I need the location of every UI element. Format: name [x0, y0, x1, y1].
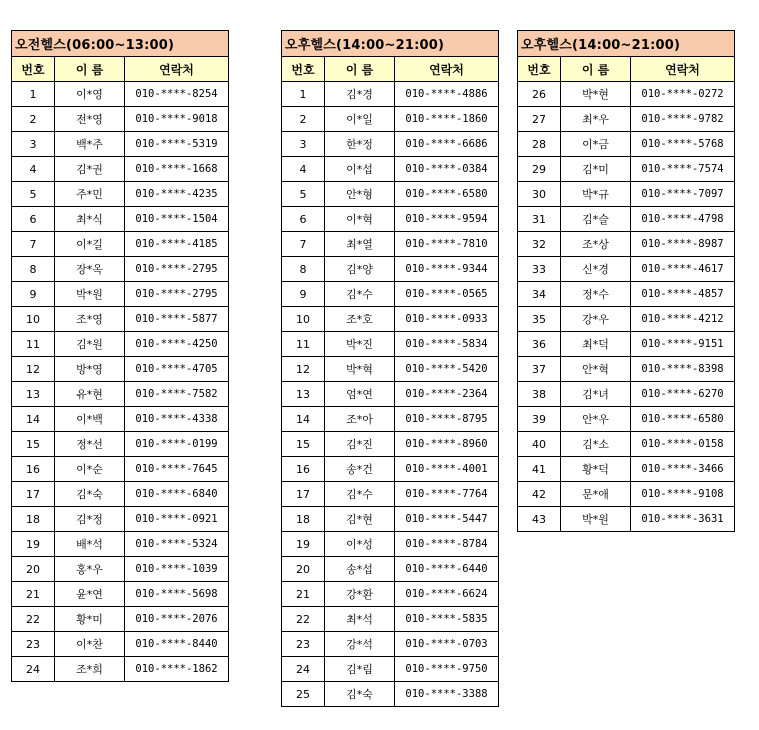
table-row	[12, 107, 229, 132]
table-row	[282, 182, 499, 207]
cell-name: 김*정	[55, 507, 125, 532]
cell-name: 김*진	[325, 432, 395, 457]
header-name: 이 름	[561, 57, 631, 82]
cell-contact: 010-****-8987	[631, 232, 735, 257]
cell-name: 문*애	[561, 482, 631, 507]
cell-number: 4	[12, 157, 55, 182]
table-row	[518, 382, 735, 407]
cell-contact: 010-****-5768	[631, 132, 735, 157]
table-row	[282, 232, 499, 257]
header-name: 이 름	[55, 57, 125, 82]
table-row	[282, 607, 499, 632]
cell-number: 4	[282, 157, 325, 182]
table-row	[12, 432, 229, 457]
table-row	[282, 432, 499, 457]
table-title: 오후헬스(14:00~21:00)	[282, 31, 499, 57]
cell-number: 26	[518, 82, 561, 107]
cell-number: 8	[282, 257, 325, 282]
cell-name: 김*림	[325, 657, 395, 682]
table-row	[282, 357, 499, 382]
cell-name: 김*수	[325, 482, 395, 507]
cell-contact: 010-****-4185	[125, 232, 229, 257]
cell-number: 5	[12, 182, 55, 207]
cell-name: 김*소	[561, 432, 631, 457]
cell-number: 17	[282, 482, 325, 507]
table-row	[12, 407, 229, 432]
table-row	[12, 382, 229, 407]
cell-number: 40	[518, 432, 561, 457]
cell-contact: 010-****-3466	[631, 457, 735, 482]
cell-name: 김*원	[55, 332, 125, 357]
cell-contact: 010-****-8254	[125, 82, 229, 107]
afternoon-gym-table-part1	[281, 30, 499, 707]
cell-name: 최*열	[325, 232, 395, 257]
table-row	[518, 257, 735, 282]
cell-number: 33	[518, 257, 561, 282]
cell-name: 안*형	[325, 182, 395, 207]
cell-contact: 010-****-6270	[631, 382, 735, 407]
cell-contact: 010-****-4857	[631, 282, 735, 307]
table-title-row	[518, 31, 735, 57]
cell-name: 이*영	[55, 82, 125, 107]
cell-contact: 010-****-5698	[125, 582, 229, 607]
cell-name: 김*수	[325, 282, 395, 307]
table-row	[518, 132, 735, 157]
table-row	[282, 507, 499, 532]
cell-name: 김*양	[325, 257, 395, 282]
cell-name: 박*진	[325, 332, 395, 357]
cell-contact: 010-****-9594	[395, 207, 499, 232]
header-name: 이 름	[325, 57, 395, 82]
table-row	[282, 157, 499, 182]
cell-name: 김*현	[325, 507, 395, 532]
cell-name: 이*금	[561, 132, 631, 157]
cell-name: 홍*우	[55, 557, 125, 582]
cell-number: 1	[282, 82, 325, 107]
table-row	[282, 382, 499, 407]
cell-number: 39	[518, 407, 561, 432]
table-row	[282, 532, 499, 557]
table-row	[12, 657, 229, 682]
cell-contact: 010-****-8960	[395, 432, 499, 457]
cell-number: 5	[282, 182, 325, 207]
cell-name: 이*순	[55, 457, 125, 482]
cell-name: 박*현	[561, 82, 631, 107]
cell-contact: 010-****-3631	[631, 507, 735, 532]
cell-name: 안*혁	[561, 357, 631, 382]
table-row	[12, 582, 229, 607]
cell-number: 2	[282, 107, 325, 132]
table-row	[12, 82, 229, 107]
table-row	[12, 157, 229, 182]
cell-number: 34	[518, 282, 561, 307]
cell-number: 13	[282, 382, 325, 407]
cell-number: 30	[518, 182, 561, 207]
header-contact: 연락처	[125, 57, 229, 82]
cell-number: 8	[12, 257, 55, 282]
table-row	[12, 357, 229, 382]
cell-contact: 010-****-8398	[631, 357, 735, 382]
cell-contact: 010-****-0384	[395, 157, 499, 182]
cell-contact: 010-****-0933	[395, 307, 499, 332]
cell-number: 11	[12, 332, 55, 357]
table-row	[12, 557, 229, 582]
cell-number: 24	[12, 657, 55, 682]
cell-contact: 010-****-4235	[125, 182, 229, 207]
cell-name: 김*슬	[561, 207, 631, 232]
table-row	[518, 232, 735, 257]
table-row	[12, 632, 229, 657]
cell-number: 29	[518, 157, 561, 182]
cell-contact: 010-****-3388	[395, 682, 499, 707]
table-row	[518, 282, 735, 307]
cell-contact: 010-****-2795	[125, 257, 229, 282]
table-row	[282, 132, 499, 157]
table-row	[518, 182, 735, 207]
cell-contact: 010-****-8795	[395, 407, 499, 432]
table-row	[518, 357, 735, 382]
table-header-row	[282, 57, 499, 82]
cell-number: 22	[282, 607, 325, 632]
cell-name: 유*현	[55, 382, 125, 407]
cell-name: 조*상	[561, 232, 631, 257]
morning-gym-table	[11, 30, 229, 682]
cell-number: 17	[12, 482, 55, 507]
header-number: 번호	[282, 57, 325, 82]
cell-contact: 010-****-6580	[395, 182, 499, 207]
cell-name: 방*영	[55, 357, 125, 382]
cell-contact: 010-****-1504	[125, 207, 229, 232]
cell-contact: 010-****-4617	[631, 257, 735, 282]
cell-contact: 010-****-7574	[631, 157, 735, 182]
cell-number: 3	[282, 132, 325, 157]
cell-contact: 010-****-0921	[125, 507, 229, 532]
cell-contact: 010-****-2364	[395, 382, 499, 407]
cell-number: 10	[282, 307, 325, 332]
table-row	[12, 457, 229, 482]
cell-contact: 010-****-5877	[125, 307, 229, 332]
cell-contact: 010-****-1039	[125, 557, 229, 582]
table-row	[12, 257, 229, 282]
table-row	[282, 457, 499, 482]
cell-number: 23	[12, 632, 55, 657]
cell-name: 이*혁	[325, 207, 395, 232]
cell-name: 이*성	[325, 532, 395, 557]
cell-number: 6	[12, 207, 55, 232]
cell-name: 조*영	[55, 307, 125, 332]
cell-number: 7	[282, 232, 325, 257]
cell-contact: 010-****-9782	[631, 107, 735, 132]
cell-contact: 010-****-0703	[395, 632, 499, 657]
cell-name: 김*경	[325, 82, 395, 107]
table-row	[12, 482, 229, 507]
cell-name: 이*길	[55, 232, 125, 257]
cell-contact: 010-****-0272	[631, 82, 735, 107]
cell-number: 20	[12, 557, 55, 582]
cell-number: 21	[282, 582, 325, 607]
table-row	[282, 632, 499, 657]
table-row	[518, 407, 735, 432]
cell-number: 7	[12, 232, 55, 257]
cell-name: 황*미	[55, 607, 125, 632]
cell-name: 최*덕	[561, 332, 631, 357]
header-contact: 연락처	[631, 57, 735, 82]
cell-name: 조*아	[325, 407, 395, 432]
cell-contact: 010-****-0565	[395, 282, 499, 307]
cell-name: 장*옥	[55, 257, 125, 282]
cell-contact: 010-****-6624	[395, 582, 499, 607]
cell-contact: 010-****-8440	[125, 632, 229, 657]
cell-name: 박*원	[561, 507, 631, 532]
cell-name: 이*찬	[55, 632, 125, 657]
table-row	[518, 207, 735, 232]
cell-contact: 010-****-5324	[125, 532, 229, 557]
cell-contact: 010-****-7582	[125, 382, 229, 407]
table-row	[12, 307, 229, 332]
cell-contact: 010-****-2795	[125, 282, 229, 307]
table-row	[282, 657, 499, 682]
cell-name: 조*희	[55, 657, 125, 682]
cell-name: 안*우	[561, 407, 631, 432]
table-row	[282, 682, 499, 707]
table-row	[282, 282, 499, 307]
cell-name: 조*호	[325, 307, 395, 332]
table-row	[282, 407, 499, 432]
cell-name: 윤*연	[55, 582, 125, 607]
cell-name: 최*우	[561, 107, 631, 132]
table-row	[282, 582, 499, 607]
table-row	[12, 507, 229, 532]
table-row	[518, 82, 735, 107]
cell-contact: 010-****-0158	[631, 432, 735, 457]
cell-name: 박*원	[55, 282, 125, 307]
cell-contact: 010-****-9151	[631, 332, 735, 357]
cell-name: 최*석	[325, 607, 395, 632]
cell-name: 이*섭	[325, 157, 395, 182]
cell-contact: 010-****-5835	[395, 607, 499, 632]
cell-contact: 010-****-2076	[125, 607, 229, 632]
cell-number: 3	[12, 132, 55, 157]
cell-contact: 010-****-4001	[395, 457, 499, 482]
cell-contact: 010-****-6840	[125, 482, 229, 507]
cell-contact: 010-****-1668	[125, 157, 229, 182]
cell-name: 최*식	[55, 207, 125, 232]
table-row	[518, 507, 735, 532]
cell-name: 엄*연	[325, 382, 395, 407]
afternoon-gym-table-part2	[517, 30, 735, 532]
table-row	[518, 107, 735, 132]
cell-number: 25	[282, 682, 325, 707]
cell-contact: 010-****-7645	[125, 457, 229, 482]
cell-contact: 010-****-4212	[631, 307, 735, 332]
cell-contact: 010-****-4338	[125, 407, 229, 432]
cell-contact: 010-****-9750	[395, 657, 499, 682]
cell-number: 9	[12, 282, 55, 307]
cell-name: 송*건	[325, 457, 395, 482]
cell-name: 정*수	[561, 282, 631, 307]
cell-name: 이*일	[325, 107, 395, 132]
cell-number: 2	[12, 107, 55, 132]
cell-number: 13	[12, 382, 55, 407]
cell-number: 37	[518, 357, 561, 382]
cell-name: 이*백	[55, 407, 125, 432]
cell-number: 6	[282, 207, 325, 232]
table-row	[518, 307, 735, 332]
cell-name: 황*덕	[561, 457, 631, 482]
cell-number: 18	[12, 507, 55, 532]
cell-name: 박*혁	[325, 357, 395, 382]
cell-name: 강*환	[325, 582, 395, 607]
cell-name: 김*권	[55, 157, 125, 182]
table-row	[12, 232, 229, 257]
cell-contact: 010-****-9108	[631, 482, 735, 507]
table-row	[282, 82, 499, 107]
cell-contact: 010-****-0199	[125, 432, 229, 457]
table-row	[12, 332, 229, 357]
cell-name: 강*석	[325, 632, 395, 657]
cell-contact: 010-****-6580	[631, 407, 735, 432]
cell-number: 32	[518, 232, 561, 257]
cell-number: 35	[518, 307, 561, 332]
cell-contact: 010-****-8784	[395, 532, 499, 557]
cell-number: 1	[12, 82, 55, 107]
table-row	[518, 157, 735, 182]
cell-number: 31	[518, 207, 561, 232]
table-row	[12, 607, 229, 632]
cell-number: 11	[282, 332, 325, 357]
cell-name: 전*영	[55, 107, 125, 132]
table-row	[282, 107, 499, 132]
cell-name: 김*숙	[325, 682, 395, 707]
cell-number: 36	[518, 332, 561, 357]
cell-number: 20	[282, 557, 325, 582]
cell-number: 9	[282, 282, 325, 307]
cell-number: 24	[282, 657, 325, 682]
cell-number: 15	[12, 432, 55, 457]
cell-number: 18	[282, 507, 325, 532]
table-row	[12, 532, 229, 557]
table-row	[282, 332, 499, 357]
table-header-row	[12, 57, 229, 82]
cell-number: 22	[12, 607, 55, 632]
cell-name: 신*경	[561, 257, 631, 282]
cell-contact: 010-****-4798	[631, 207, 735, 232]
table-title-row	[282, 31, 499, 57]
cell-contact: 010-****-5834	[395, 332, 499, 357]
cell-contact: 010-****-7097	[631, 182, 735, 207]
cell-name: 박*규	[561, 182, 631, 207]
cell-contact: 010-****-4705	[125, 357, 229, 382]
cell-number: 27	[518, 107, 561, 132]
table-title: 오후헬스(14:00~21:00)	[518, 31, 735, 57]
table-header-row	[518, 57, 735, 82]
cell-contact: 010-****-6686	[395, 132, 499, 157]
cell-contact: 010-****-9018	[125, 107, 229, 132]
cell-number: 19	[12, 532, 55, 557]
cell-number: 28	[518, 132, 561, 157]
cell-name: 김*미	[561, 157, 631, 182]
cell-contact: 010-****-9344	[395, 257, 499, 282]
cell-contact: 010-****-7764	[395, 482, 499, 507]
table-row	[518, 457, 735, 482]
table-row	[12, 132, 229, 157]
table-row	[12, 207, 229, 232]
cell-number: 14	[282, 407, 325, 432]
header-number: 번호	[518, 57, 561, 82]
cell-contact: 010-****-1862	[125, 657, 229, 682]
cell-number: 16	[282, 457, 325, 482]
table-row	[12, 282, 229, 307]
cell-contact: 010-****-6440	[395, 557, 499, 582]
table-title: 오전헬스(06:00~13:00)	[12, 31, 229, 57]
cell-number: 12	[282, 357, 325, 382]
table-row	[12, 182, 229, 207]
cell-number: 42	[518, 482, 561, 507]
cell-number: 43	[518, 507, 561, 532]
table-row	[518, 432, 735, 457]
cell-name: 주*민	[55, 182, 125, 207]
cell-contact: 010-****-4250	[125, 332, 229, 357]
cell-number: 10	[12, 307, 55, 332]
cell-name: 정*선	[55, 432, 125, 457]
table-row	[282, 257, 499, 282]
cell-number: 23	[282, 632, 325, 657]
cell-name: 송*섭	[325, 557, 395, 582]
cell-number: 14	[12, 407, 55, 432]
cell-name: 김*숙	[55, 482, 125, 507]
table-row	[282, 482, 499, 507]
table-title-row	[12, 31, 229, 57]
cell-number: 12	[12, 357, 55, 382]
cell-number: 19	[282, 532, 325, 557]
header-number: 번호	[12, 57, 55, 82]
header-contact: 연락처	[395, 57, 499, 82]
cell-contact: 010-****-1860	[395, 107, 499, 132]
cell-name: 백*주	[55, 132, 125, 157]
cell-name: 한*정	[325, 132, 395, 157]
table-row	[518, 332, 735, 357]
table-row	[518, 482, 735, 507]
cell-number: 16	[12, 457, 55, 482]
cell-number: 15	[282, 432, 325, 457]
cell-contact: 010-****-5319	[125, 132, 229, 157]
cell-name: 배*석	[55, 532, 125, 557]
cell-number: 21	[12, 582, 55, 607]
cell-number: 41	[518, 457, 561, 482]
cell-name: 강*우	[561, 307, 631, 332]
cell-contact: 010-****-7810	[395, 232, 499, 257]
table-row	[282, 307, 499, 332]
cell-number: 38	[518, 382, 561, 407]
table-row	[282, 557, 499, 582]
cell-contact: 010-****-5420	[395, 357, 499, 382]
cell-contact: 010-****-4886	[395, 82, 499, 107]
cell-name: 김*녀	[561, 382, 631, 407]
cell-contact: 010-****-5447	[395, 507, 499, 532]
table-row	[282, 207, 499, 232]
